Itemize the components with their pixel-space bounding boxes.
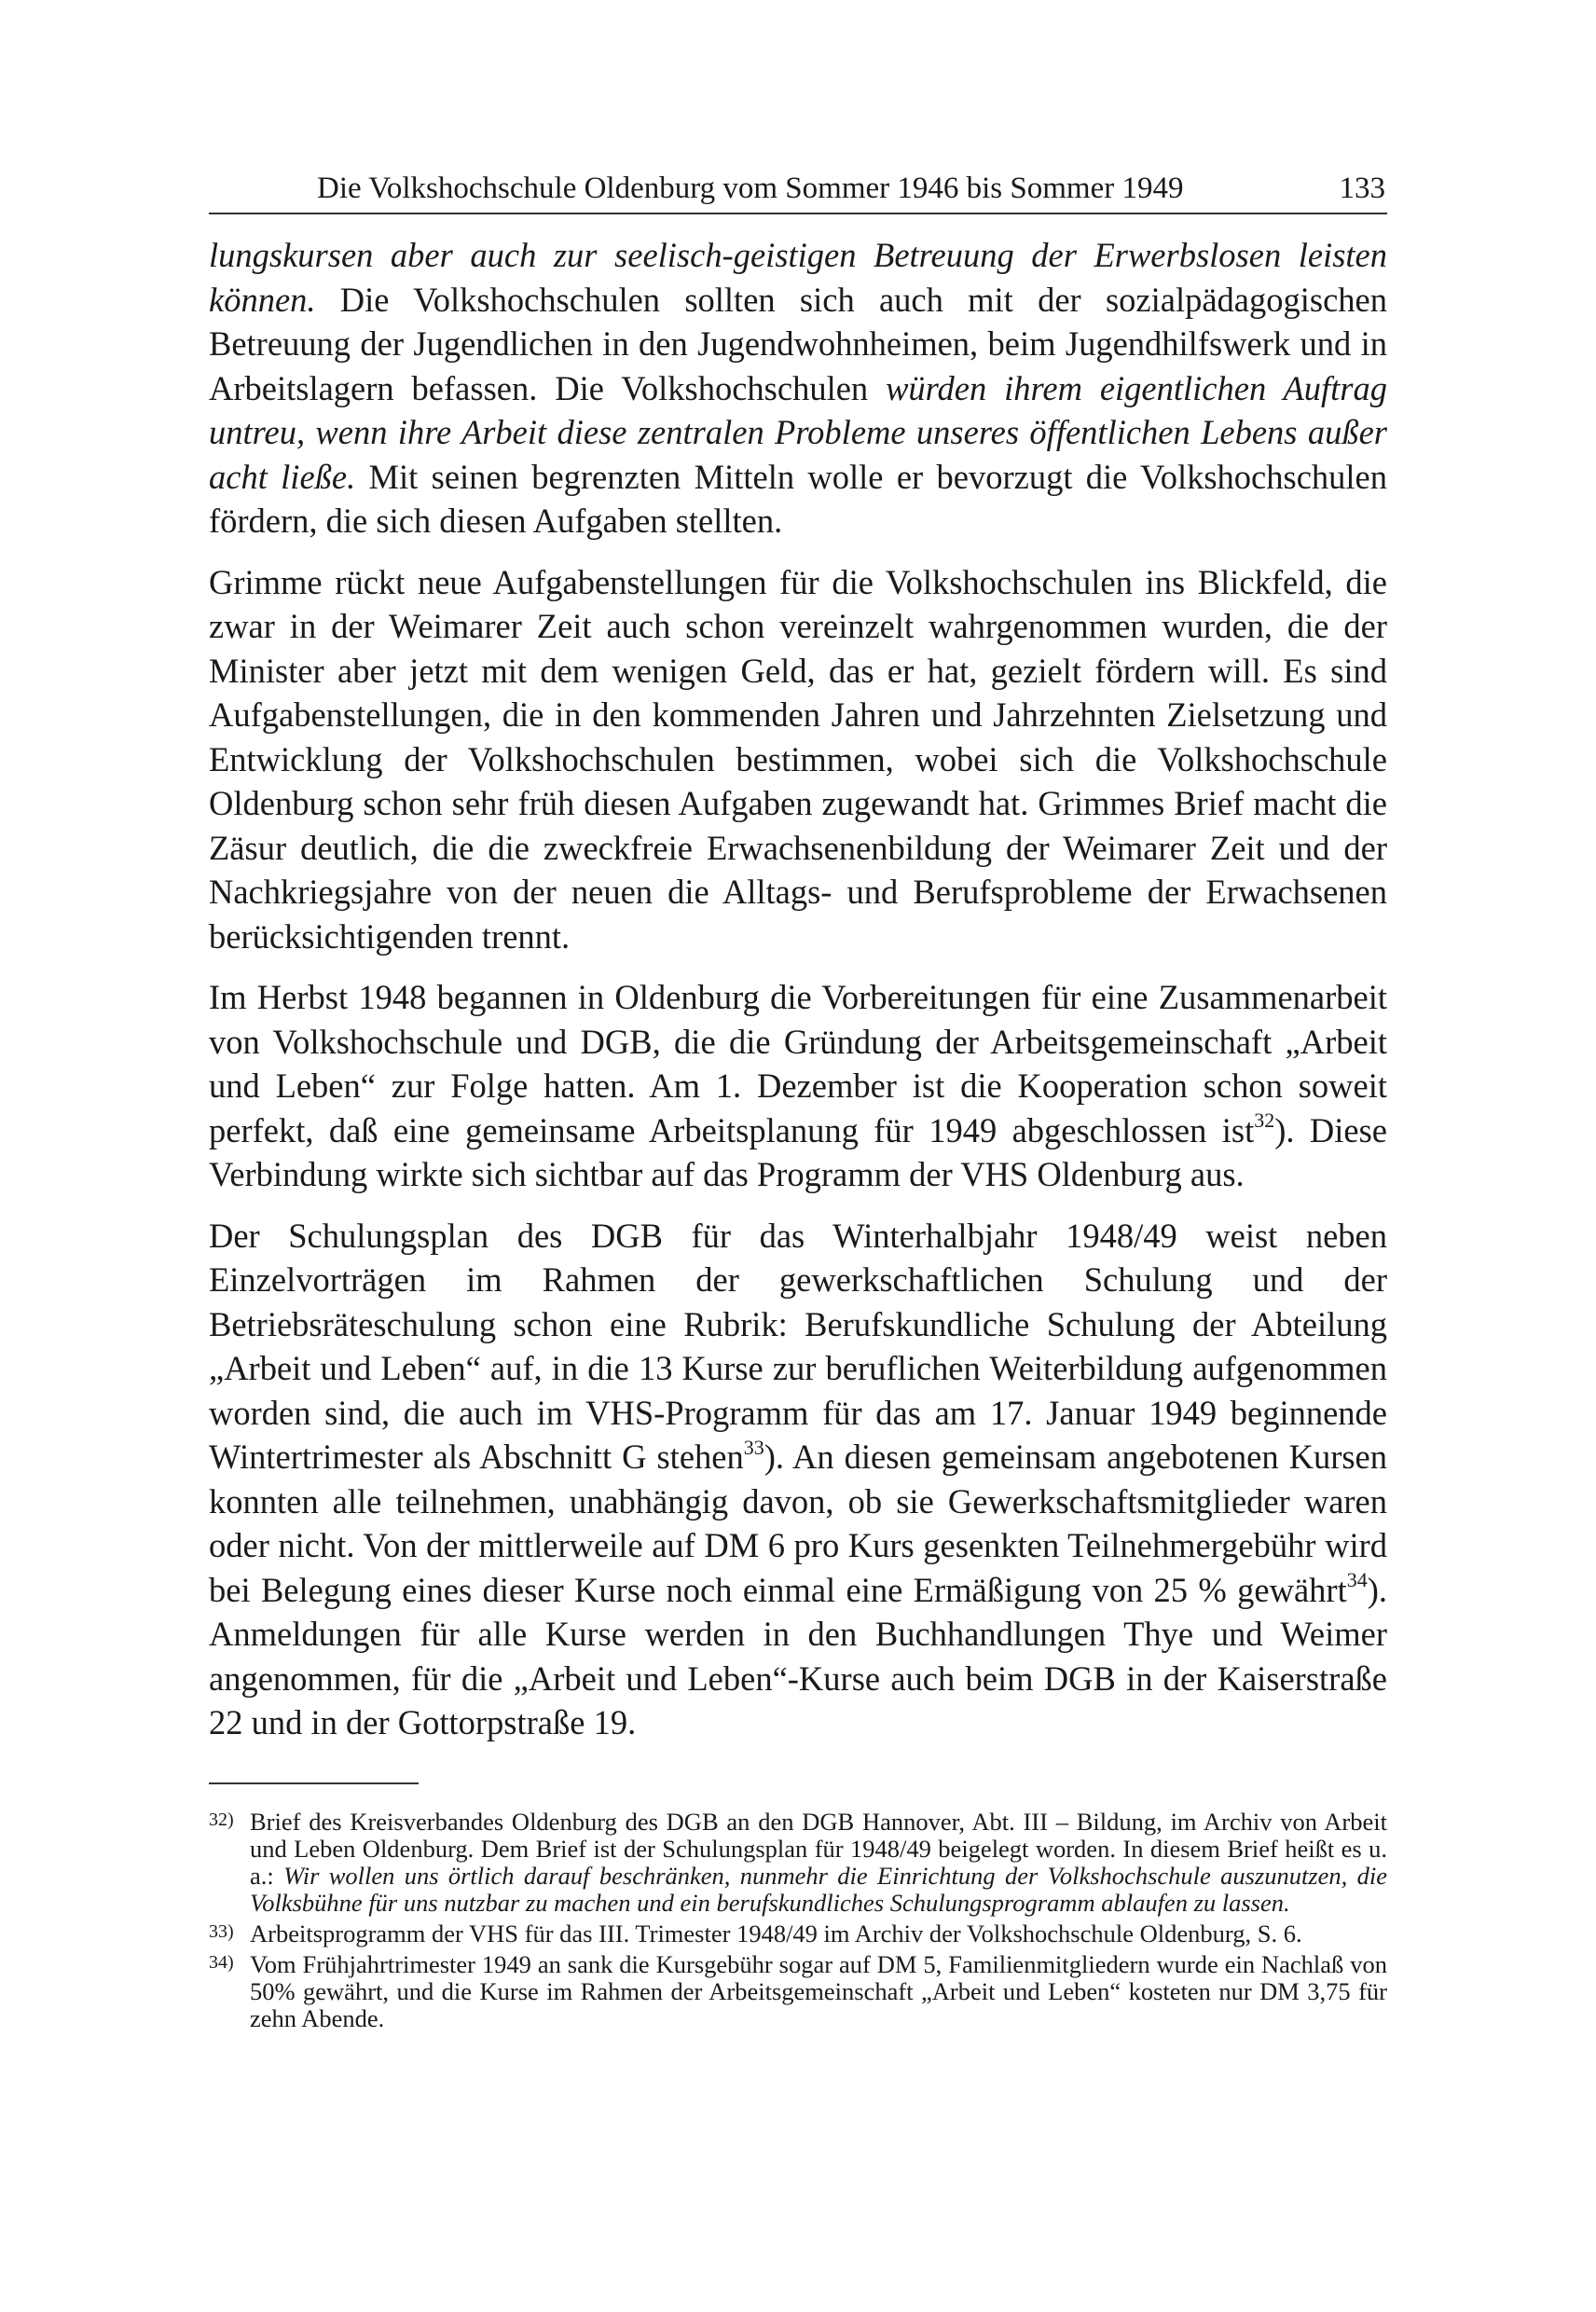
- footnote-mark: 32): [209, 1809, 234, 1830]
- footnote-text: Arbeitsprogramm der VHS für das III. Trimester 1948/49 im Archiv der Volkshochschule Oldenburg, S. 6.: [250, 1919, 1302, 1947]
- paragraph-1: [209, 233, 1387, 544]
- text-run: Die Volkshochschulen sollten sich auch mit der sozialpädagogischen Betreuung der Jugendlichen in den Jugendwohnheimen, beim Jugendhilfswerk und in Arbeitslagern befassen. Die Volkshochschulen: [209, 280, 1387, 407]
- text-run: ). Diese Verbindung wirkte sich sichtbar auf das Programm der VHS Oldenburg aus.: [209, 1110, 1388, 1193]
- footnote-ref[interactable]: 32: [1254, 1108, 1275, 1133]
- running-title: Die Volkshochschule Oldenburg vom Sommer 1946 bis Sommer 1949: [317, 172, 1184, 205]
- footnote-33: [209, 1920, 1387, 1947]
- footnote-divider: [209, 1782, 419, 1784]
- italic-quote: würden ihrem eigentlichen Auftrag untreu, wenn ihre Arbeit diese zentralen Probleme unseres öffentlichen Lebens außer acht ließe.: [209, 368, 1387, 496]
- italic-quote: lungskursen aber auch zur seelisch-geistigen Betreuung der Erwerbslosen leisten können.: [209, 236, 1387, 319]
- footnote-ref[interactable]: 34: [1346, 1568, 1368, 1592]
- text-run: Mit seinen begrenzten Mitteln wolle er bevorzugt die Volkshochschulen fördern, die sich diesen Aufgaben stellten.: [209, 457, 1387, 540]
- footnote-ref[interactable]: 33: [743, 1435, 764, 1459]
- text-run: ). Anmeldungen für alle Kurse werden in den Buchhandlungen Thye und Weimer angenommen, für die „Arbeit und Leben“-Kurse auch beim DGB in der Kaiserstraße 22 und in der Gottorpstraße 19.: [209, 1570, 1387, 1741]
- text-run: ). An diesen gemeinsam angebotenen Kursen konnten alle teilnehmen, unabhängig davon, ob sie Gewerkschaftsmitglieder waren oder nicht. Von der mittlerweile auf DM 6 pro Kurs gesenkten Teilnehmergebühr wird bei Belegung eines dieser Kurse noch einmal eine Ermäßigung von 25 % gewährt: [209, 1438, 1387, 1609]
- footnote-32: [209, 1809, 1387, 1917]
- page-number: 133: [1339, 172, 1385, 205]
- book-page: [209, 160, 1387, 2036]
- footnote-mark: 33): [209, 1920, 234, 1942]
- main-text: [209, 233, 1387, 1745]
- footnotes: [209, 1809, 1387, 2032]
- footnote-mark: 34): [209, 1951, 234, 1973]
- text-run: Im Herbst 1948 begannen in Oldenburg die Vorbereitungen für eine Zusammenarbeit von Volkshochschule und DGB, die die Gründung der Arbeitsgemeinschaft „Arbeit und Leben“ zur Folge hatten. Am 1. Dezember ist die Kooperation schon soweit perfekt, daß eine gemeinsame Arbeitsplanung für 1949 abgeschlossen ist: [209, 978, 1387, 1149]
- paragraph-3: [209, 975, 1387, 1197]
- running-header: [209, 160, 1387, 214]
- footnote-34: [209, 1951, 1387, 2032]
- footnote-text: Brief des Kreisverbandes Oldenburg des DGB an den DGB Hannover, Abt. III – Bildung, im Archiv von Arbeit und Leben Oldenburg. Dem Brief ist der Schulungsplan für 1948/49 beigelegt worden. In diesem Brief heißt es u. a.:: [250, 1807, 1387, 1890]
- text-run: Der Schulungsplan des DGB für das Winterhalbjahr 1948/49 weist neben Einzelvorträgen im Rahmen der gewerkschaftlichen Schulung und der Betriebsräteschulung schon eine Rubrik: Berufskundliche Schulung der Abteilung „Arbeit und Leben“ auf, in die 13 Kurse zur beruflichen Weiterbildung aufgenommen worden sind, die auch im VHS-Programm für das am 17. Januar 1949 beginnende Wintertrimester als Abschnitt G stehen: [209, 1216, 1387, 1476]
- paragraph-2: Grimme rückt neue Aufgabenstellungen für die Volkshochschulen ins Blickfeld, die zwar in der Weimarer Zeit auch schon vereinzelt wahrgenommen wurden, die der Minister aber jetzt mit dem wenigen Geld, das er hat, gezielt fördern will. Es sind Aufgabenstellungen, die in den kommenden Jahren und Jahrzehnten Zielsetzung und Entwicklung der Volkshochschulen bestimmen, wobei sich die Volkshochschule Oldenburg schon sehr früh diesen Aufgaben zugewandt hat. Grimmes Brief macht die Zäsur deutlich, die die zweckfreie Erwachsenenbildung der Weimarer Zeit und der Nachkriegsjahre von der neuen die Alltags- und Berufsprobleme der Erwachsenen berücksichtigenden trennt.: [209, 562, 1387, 956]
- footnote-text: Vom Frühjahrtrimester 1949 an sank die Kursgebühr sogar auf DM 5, Familienmitgliedern wurde ein Nachlaß von 50% gewährt, und die Kurse im Rahmen der Arbeitsgemeinschaft „Arbeit und Leben“ kosteten nur DM 3,75 für zehn Abende.: [250, 1949, 1387, 2032]
- paragraph-4: [209, 1214, 1387, 1745]
- footnote-italic: Wir wollen uns örtlich darauf beschränken, nunmehr die Einrichtung der Volkshochschule auszunutzen, die Volksbühne für uns nutzbar zu machen und ein berufskundliches Schulungsprogramm ablaufen zu lassen.: [250, 1861, 1388, 1917]
